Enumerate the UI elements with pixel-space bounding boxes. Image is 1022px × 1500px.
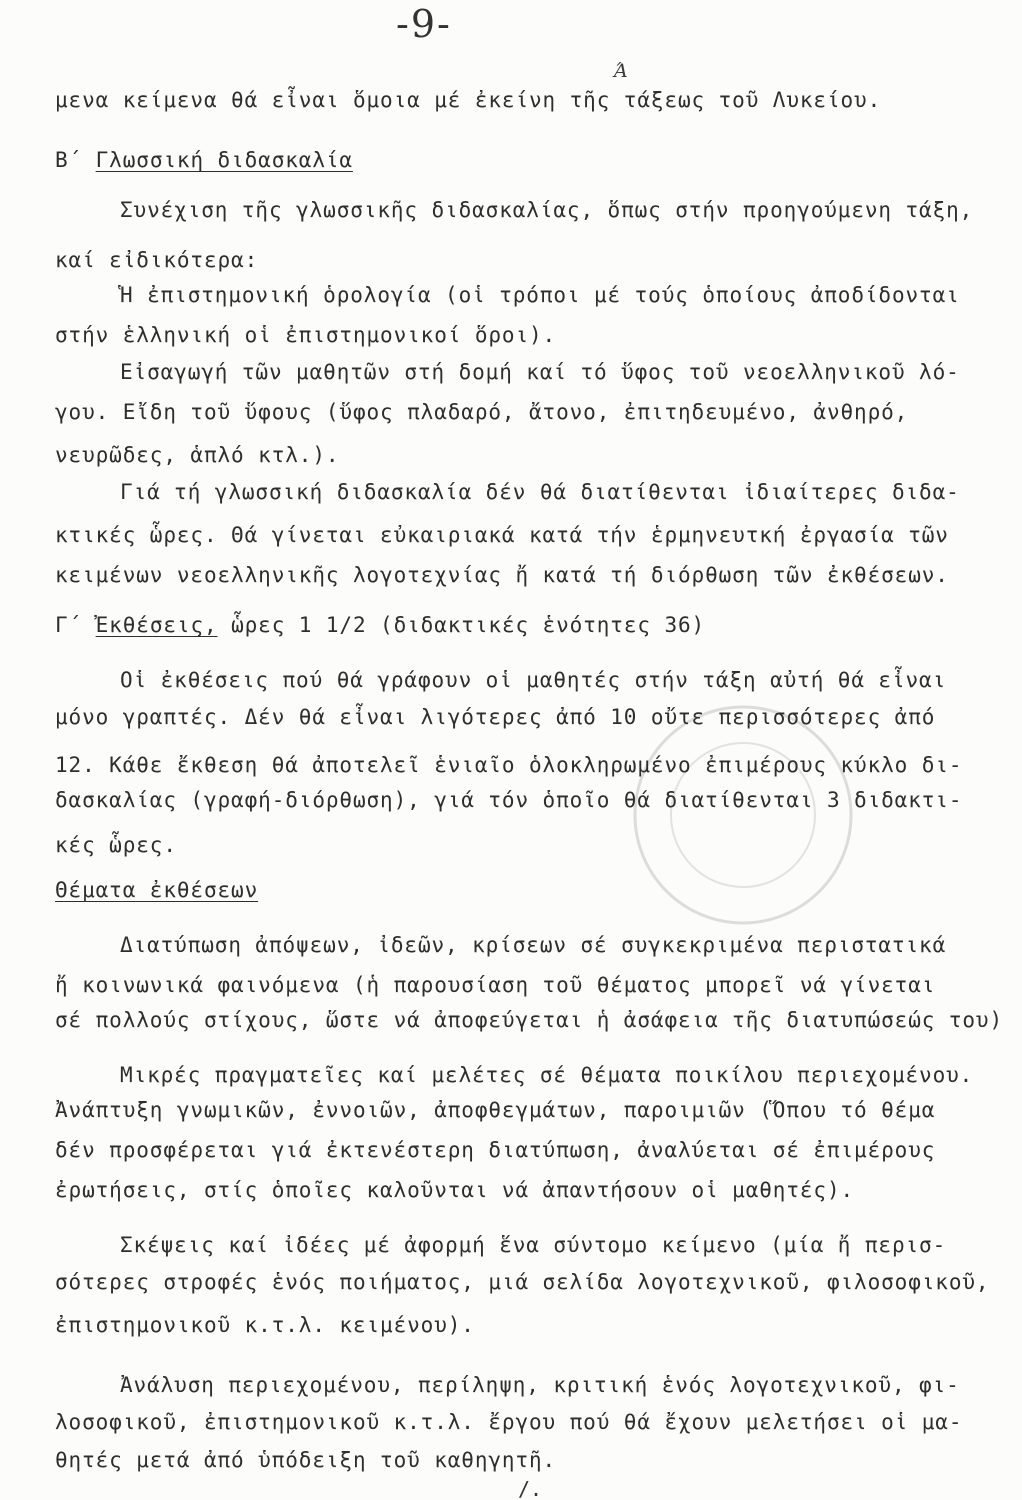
text-line: Διατύπωση ἀπόψεων, ἰδεῶν, κρίσεων σέ συγκεκριμένα περιστατικά bbox=[120, 933, 947, 957]
section-b-label: Β΄ bbox=[55, 148, 83, 172]
stamp-mark bbox=[628, 700, 858, 930]
text-line: θητές μετά ἀπό ὑπόδειξη τοῦ καθηγητῆ. bbox=[55, 1448, 557, 1472]
intro-line: μενα κείμενα θά εἶναι ὅμοια μέ ἐκείνη τῆς τάξεως τοῦ Λυκείου. bbox=[55, 88, 882, 112]
text-line: δασκαλίας (γραφή-διόρθωση), γιά τόν ὁποῖο θά διατίθενται 3 διδακτι- bbox=[55, 788, 963, 812]
section-b-heading bbox=[55, 146, 353, 174]
text-line: δέν προσφέρεται γιά ἐκτενέστερη διατύπωση, ἀναλύεται σέ ἐπιμέρους bbox=[55, 1138, 936, 1162]
text-line: γου. Εἴδη τοῦ ὕφους (ὕφος πλαδαρό, ἄτονο, ἐπιτηδευμένο, ἀνθηρό, bbox=[55, 400, 909, 424]
text-line: σέ πολλούς στίχους, ὥστε νά ἀποφεύγεται ἡ ἀσάφεια τῆς διατυπώσεώς του) bbox=[55, 1008, 1004, 1032]
handwritten-insertion: Ά bbox=[614, 60, 628, 82]
text-line: κές ὧρες. bbox=[55, 833, 177, 857]
text-line: Μικρές πραγματεῖες καί μελέτες σέ θέματα ποικίλου περιεχομένου. bbox=[120, 1063, 974, 1087]
section-c-title: Ἐκθέσεις, bbox=[95, 613, 218, 637]
text-line: κτικές ὧρες. Θά γίνεται εὐκαιριακά κατά τήν ἑρμηνευτκή ἐργασία τῶν bbox=[55, 523, 949, 547]
text-line: Συνέχιση τῆς γλωσσικῆς διδασκαλίας, ὅπως στήν προηγούμενη τάξη, bbox=[120, 198, 974, 222]
section-b-title: Γλωσσική διδασκαλία bbox=[95, 148, 353, 172]
text-line: Σκέψεις καί ἰδέες μέ ἀφορμή ἕνα σύντομο κείμενο (μία ἤ περισ- bbox=[120, 1233, 947, 1257]
section-c-heading bbox=[55, 611, 705, 639]
text-line: νευρῶδες, ἁπλό κτλ.). bbox=[55, 443, 340, 467]
text-line: Οἱ ἐκθέσεις πού θά γράφουν οἱ μαθητές στήν τάξη αὐτή θά εἶναι bbox=[120, 668, 947, 692]
page-number: -9- bbox=[396, 2, 452, 46]
text-line: Εἰσαγωγή τῶν μαθητῶν στή δομή καί τό ὕφος τοῦ νεοελληνικοῦ λό- bbox=[120, 360, 960, 384]
text-line: Ἡ ἐπιστημονική ὁρολογία (οἱ τρόποι μέ τούς ὁποίους ἀποδίδονται bbox=[120, 283, 960, 307]
text-line: ἐρωτήσεις, στίς ὁποῖες καλοῦνται νά ἀπαντήσουν οἱ μαθητές). bbox=[55, 1178, 855, 1202]
text-line: μόνο γραπτές. Δέν θά εἶναι λιγότερες ἀπό 10 οὔτε περισσότερες ἀπό bbox=[55, 705, 936, 729]
text-line: ἐπιστημονικοῦ κ.τ.λ. κειμένου). bbox=[55, 1313, 475, 1337]
text-line: καί εἰδικότερα: bbox=[55, 248, 259, 272]
text-line: Ἀνάλυση περιεχομένου, περίληψη, κριτική ἑνός λογοτεχνικοῦ, φι- bbox=[120, 1373, 960, 1397]
text-line: κειμένων νεοελληνικῆς λογοτεχνίας ἤ κατά τή διόρθωση τῶν ἐκθέσεων. bbox=[55, 563, 949, 587]
text-line: 12. Κάθε ἔκθεση θά ἀποτελεῖ ἑνιαῖο ὁλοκληρωμένο ἐπιμέρους κύκλο δι- bbox=[55, 753, 963, 777]
text-line: Ἀνάπτυξη γνωμικῶν, ἐννοιῶν, ἀποφθεγμάτων, παροιμιῶν (Ὅπου τό θέμα bbox=[55, 1098, 936, 1122]
text-line: λοσοφικοῦ, ἐπιστημονικοῦ κ.τ.λ. ἔργου πού θά ἔχουν μελετήσει οἱ μα- bbox=[55, 1410, 963, 1434]
text-line: ἤ κοινωνικά φαινόμενα (ἡ παρουσίαση τοῦ θέματος μπορεῖ νά γίνεται bbox=[55, 973, 936, 997]
text-line: στήν ἑλληνική οἱ ἐπιστημονικοί ὅροι). bbox=[55, 323, 557, 347]
text-line: Γιά τή γλωσσική διδασκαλία δέν θά διατίθενται ἰδιαίτερες διδα- bbox=[120, 480, 960, 504]
section-c-label: Γ΄ bbox=[55, 613, 83, 637]
section-c-hours: ὧρες 1 1/2 (διδακτικές ἑνότητες 36) bbox=[231, 613, 706, 637]
text-line: σότερες στροφές ἑνός ποιήματος, μιά σελίδα λογοτεχνικοῦ, φιλοσοφικοῦ, bbox=[55, 1270, 990, 1294]
topics-heading: Θέματα ἐκθέσεων bbox=[55, 878, 259, 902]
continuation-mark: /. bbox=[518, 1477, 543, 1500]
